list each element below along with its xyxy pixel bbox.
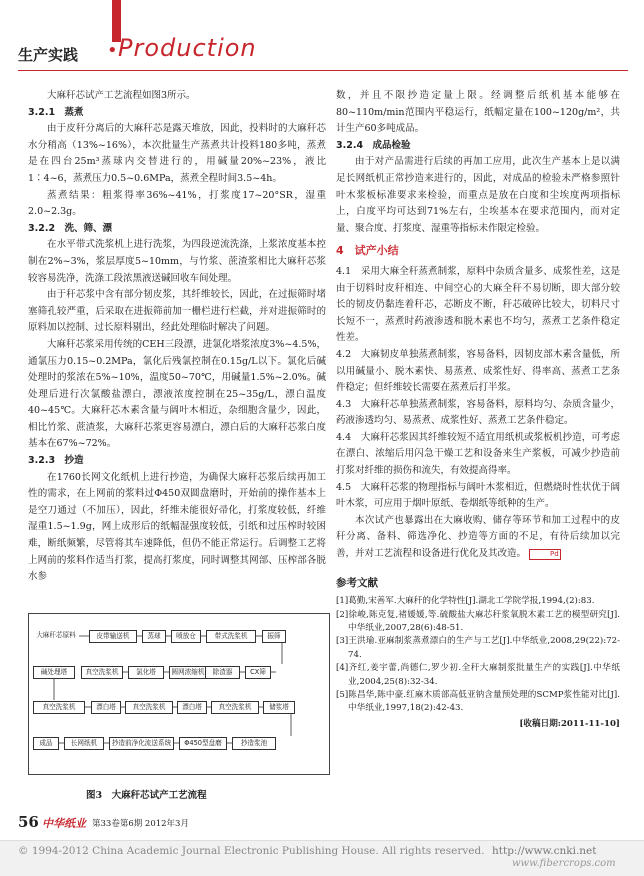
paragraph: 蒸煮结果：粗浆得率36%~41%，打浆度17~20°SR，湿重2.0~2.3g。 (28, 189, 326, 218)
summary-item: 4.2 大麻韧皮单独蒸煮制浆，容易备料，因韧皮部木素含量低，所以用碱量小、脱木素快、易蒸煮、成浆性好、得率高、蒸煮工艺条件稳定；但纤维较长需要在蒸煮后打半浆。 (336, 348, 620, 394)
subsection-heading: 3.2.4 成品检验 (336, 139, 411, 151)
watermark-text: www.fibercrops.com (512, 858, 616, 869)
flow-step: 真空洗浆机 (125, 701, 173, 714)
process-flow-figure (28, 613, 330, 775)
subsection-heading: 3.2.2 洗、筛、漂 (28, 222, 113, 234)
section-title: Production (118, 34, 257, 62)
section-label: 生产实践 (18, 46, 79, 64)
flow-step: 抄造前净化流送系统 (109, 737, 174, 750)
summary-item: 4.5 大麻秆芯浆的物理指标与阔叶木浆相近，但燃烧时性状优于阔叶木浆，可应用于烟叶原纸、卷烟纸等纸种的生产。 (336, 481, 620, 510)
journal-logo: 中华纸业 (42, 817, 86, 830)
paragraph: 大麻秆芯试产工艺流程如图3所示。 (47, 90, 196, 101)
subsection-heading: 3.2.3 抄造 (28, 455, 84, 467)
reference-item: [3]王洪瑜.亚麻制浆蒸煮漂白的生产与工艺[J].中华纸业,2008,29(22):72-74. (336, 636, 620, 660)
flow-step: 大麻秆芯原料 (33, 630, 79, 641)
paragraph: 在1760长网文化纸机上进行抄造，为确保大麻秆芯浆后续再加工性的需求，在上网前的浆料过Φ450双圆盘磨时，开始前的操作基本上是空刀通过（不加压），因此，纤维未能很好帚化，打浆度较低，纤维湿重1.5~1.9g，网上成形后的纸幅湿强度较低，引纸和过压榨时较困难，断纸频繁，尽管将其车速降低，但仍不能正常运行。后调整工艺将上网前的浆料作适当打浆，提高打浆度，同时调整其网部、压榨部各脱水参 (28, 471, 326, 583)
cnki-link[interactable]: http://www.cnki.net (492, 845, 597, 857)
reference-item: [5]陈昌华,陈中豪.红麻木质部高低亚钠含量预处理的SCMP浆性能对比[J].中华纸业,1997,18(2):42-43. (336, 690, 620, 714)
left-column (28, 88, 326, 586)
figure-caption: 图3 大麻秆芯试产工艺流程 (86, 790, 207, 801)
flow-step: 储浆塔 (263, 701, 295, 714)
copyright-text: © 1994-2012 China Academic Journal Electronic Publishing House. All rights reserved. (18, 845, 485, 857)
closing-text: 本次试产也暴露出在大麻收购、储存等环节和加工过程中的皮秆分离、备料、筛选净化、抄造等方面的不足，有待后续加以完善，并对工艺流程和设备进行优化及其改造。 (336, 514, 620, 560)
flow-step: 漂白塔 (91, 701, 121, 714)
summary-item: 4.3 大麻秆芯单独蒸煮制浆，容易备料，原料均匀、杂质含量少，药液渗透均匀、易蒸煮、成浆性好、蒸煮工艺条件稳定。 (336, 398, 620, 427)
reference-item: [1]葛勤,宋善军.大麻秆的化学特性[J].湖北工学院学报,1994,(2):83. (336, 596, 595, 607)
flow-step: CX筛 (245, 666, 271, 679)
received-date: [收稿日期:2011-11-10] (519, 718, 620, 729)
paragraph (336, 513, 620, 563)
issue-info: 第33卷第6期 2012年3月 (92, 819, 189, 829)
reference-item: [2]徐峻,陈克复,褚媛媛,等.硫酸盐大麻芯秆浆氧脱木素工艺的模型研究[J].中华纸业,2007,28(6):48-51. (336, 609, 620, 634)
summary-item: 4.1 采用大麻全秆蒸煮制浆，原料中杂质含量多、成浆性差，这是由于切料时皮秆相连、中间空心的大麻全秆不易切断，即大部分较长的韧皮仍黏连着秆芯，芯断皮不断，秆芯破碎比较大，切料尺寸长短不一，蒸煮时药液渗透和脱木素也不均匀，蒸煮工艺条件稳定性差。 (336, 265, 620, 344)
flow-step: 长网纸机 (64, 737, 104, 750)
paragraph: 数，并且不限抄造定量上限。经调整后纸机基本能够在80~110m/min范围内平稳运行，纸幅定量在100~120g/m²，共计生产60多吨成品。 (336, 90, 620, 135)
subsection-heading: 3.2.1 蒸煮 (28, 106, 84, 118)
summary-item: 4.4 大麻秆芯浆因其纤维较短不适宜用纸机或浆板机抄造，可考虑在漂白、浓缩后用闪急干燥工艺和设备来生产浆板，可减少抄造前打浆对纤维的损伤和流失，有效提高得率。 (336, 431, 620, 477)
flow-step: 成品 (33, 737, 59, 750)
flow-step: 蒸球 (142, 630, 166, 643)
flow-step: 氯化塔 (128, 666, 164, 679)
reference-item: [4]齐红,姜宇蕾,尚德仁,罗少初.全秆大麻制浆批量生产的实践[J].中华纸业,2004,25(8):32-34. (336, 663, 620, 687)
paragraph: 由于对产品需进行后续的再加工应用，此次生产基本上是以满足长网纸机正常抄造来进行的，因此，对成品的检验未严格参照针叶木浆板标准要求来检验，而重点是放在白度和尘埃度两项指标上，白度平均可达到71%左右，尘埃基本在要求范围内，而对定量、聚合度、打浆度、湿重等指标未作限定检验。 (336, 156, 620, 234)
flow-step: 真空洗浆机 (81, 666, 123, 679)
header-dot: • (107, 40, 118, 61)
flow-step: 带式洗浆机 (206, 630, 256, 643)
header-rule (18, 70, 628, 71)
flow-step: 漂白塔 (177, 701, 207, 714)
flow-step: Φ450型盘磨 (179, 737, 227, 750)
flow-step: 真空洗浆机 (211, 701, 259, 714)
right-column (336, 88, 620, 732)
paragraph: 由于秆芯浆中含有部分韧皮浆，其纤维较长，因此，在过振筛时堵塞筛孔较严重，后采取在进振筛前加一栅栏进行栏截，并对进振筛时的原料加以控制、过长原料剔出，经此处理临时解决了问题。 (28, 289, 326, 334)
end-mark-icon: Pd (529, 549, 561, 560)
flow-step: 喷放仓 (171, 630, 201, 643)
page-number: 56 (18, 813, 39, 831)
flow-step: 抄造浆池 (232, 737, 276, 750)
flow-step: 除渣器 (205, 666, 240, 679)
paragraph: 大麻秆芯浆采用传统的CEH三段漂，进氯化塔浆浓度3%~4.5%，通氯压力0.15~0.2MPa，氯化后残氯控制在0.15g/L以下。氯化后碱处理时的浆浓在5%~10%，温度50~70℃，用碱量1.5%~2.0%。碱处理后进行次氯酸盐漂白，漂液浓度控制在25~35g/L，漂白温度40~45℃。大麻秆芯木素含量与阔叶木相近，杂细胞含量少，因此，相比竹浆、蔗渣浆，大麻秆芯浆更容易漂白，漂白后的大麻秆芯浆白度基本在67%~72%。 (28, 338, 326, 450)
paragraph: 在水平带式洗浆机上进行洗浆，为四段逆流洗涤，上浆浓度基本控制在2%~3%，浆层厚度5~10mm，与竹浆、蔗渣浆相比大麻秆芯浆较容易洗净，洗涤工段浓黑液送碱回收车间处理。 (28, 239, 326, 284)
flow-step: 圆网浓缩机 (169, 666, 207, 679)
flow-step: 皮带输送机 (89, 630, 137, 643)
flow-step: 碱处理塔 (33, 666, 75, 679)
references-heading: 参考文献 (336, 576, 378, 589)
section-heading: 4 试产小结 (336, 244, 399, 258)
paragraph: 由于皮秆分离后的大麻秆芯是露天堆放，因此，投料时的大麻秆芯水分稍高（13%~16%），本次批量生产蒸煮共计投料180多吨，蒸煮是在四台25m³蒸球内交替进行的，用碱量20%~23%，液比1∶4~6，蒸煮压力0.5~0.6MPa，蒸煮全程时间3.5~4h。 (28, 123, 326, 184)
flow-step: 振筛 (262, 630, 286, 643)
flow-step: 真空洗浆机 (33, 701, 85, 714)
